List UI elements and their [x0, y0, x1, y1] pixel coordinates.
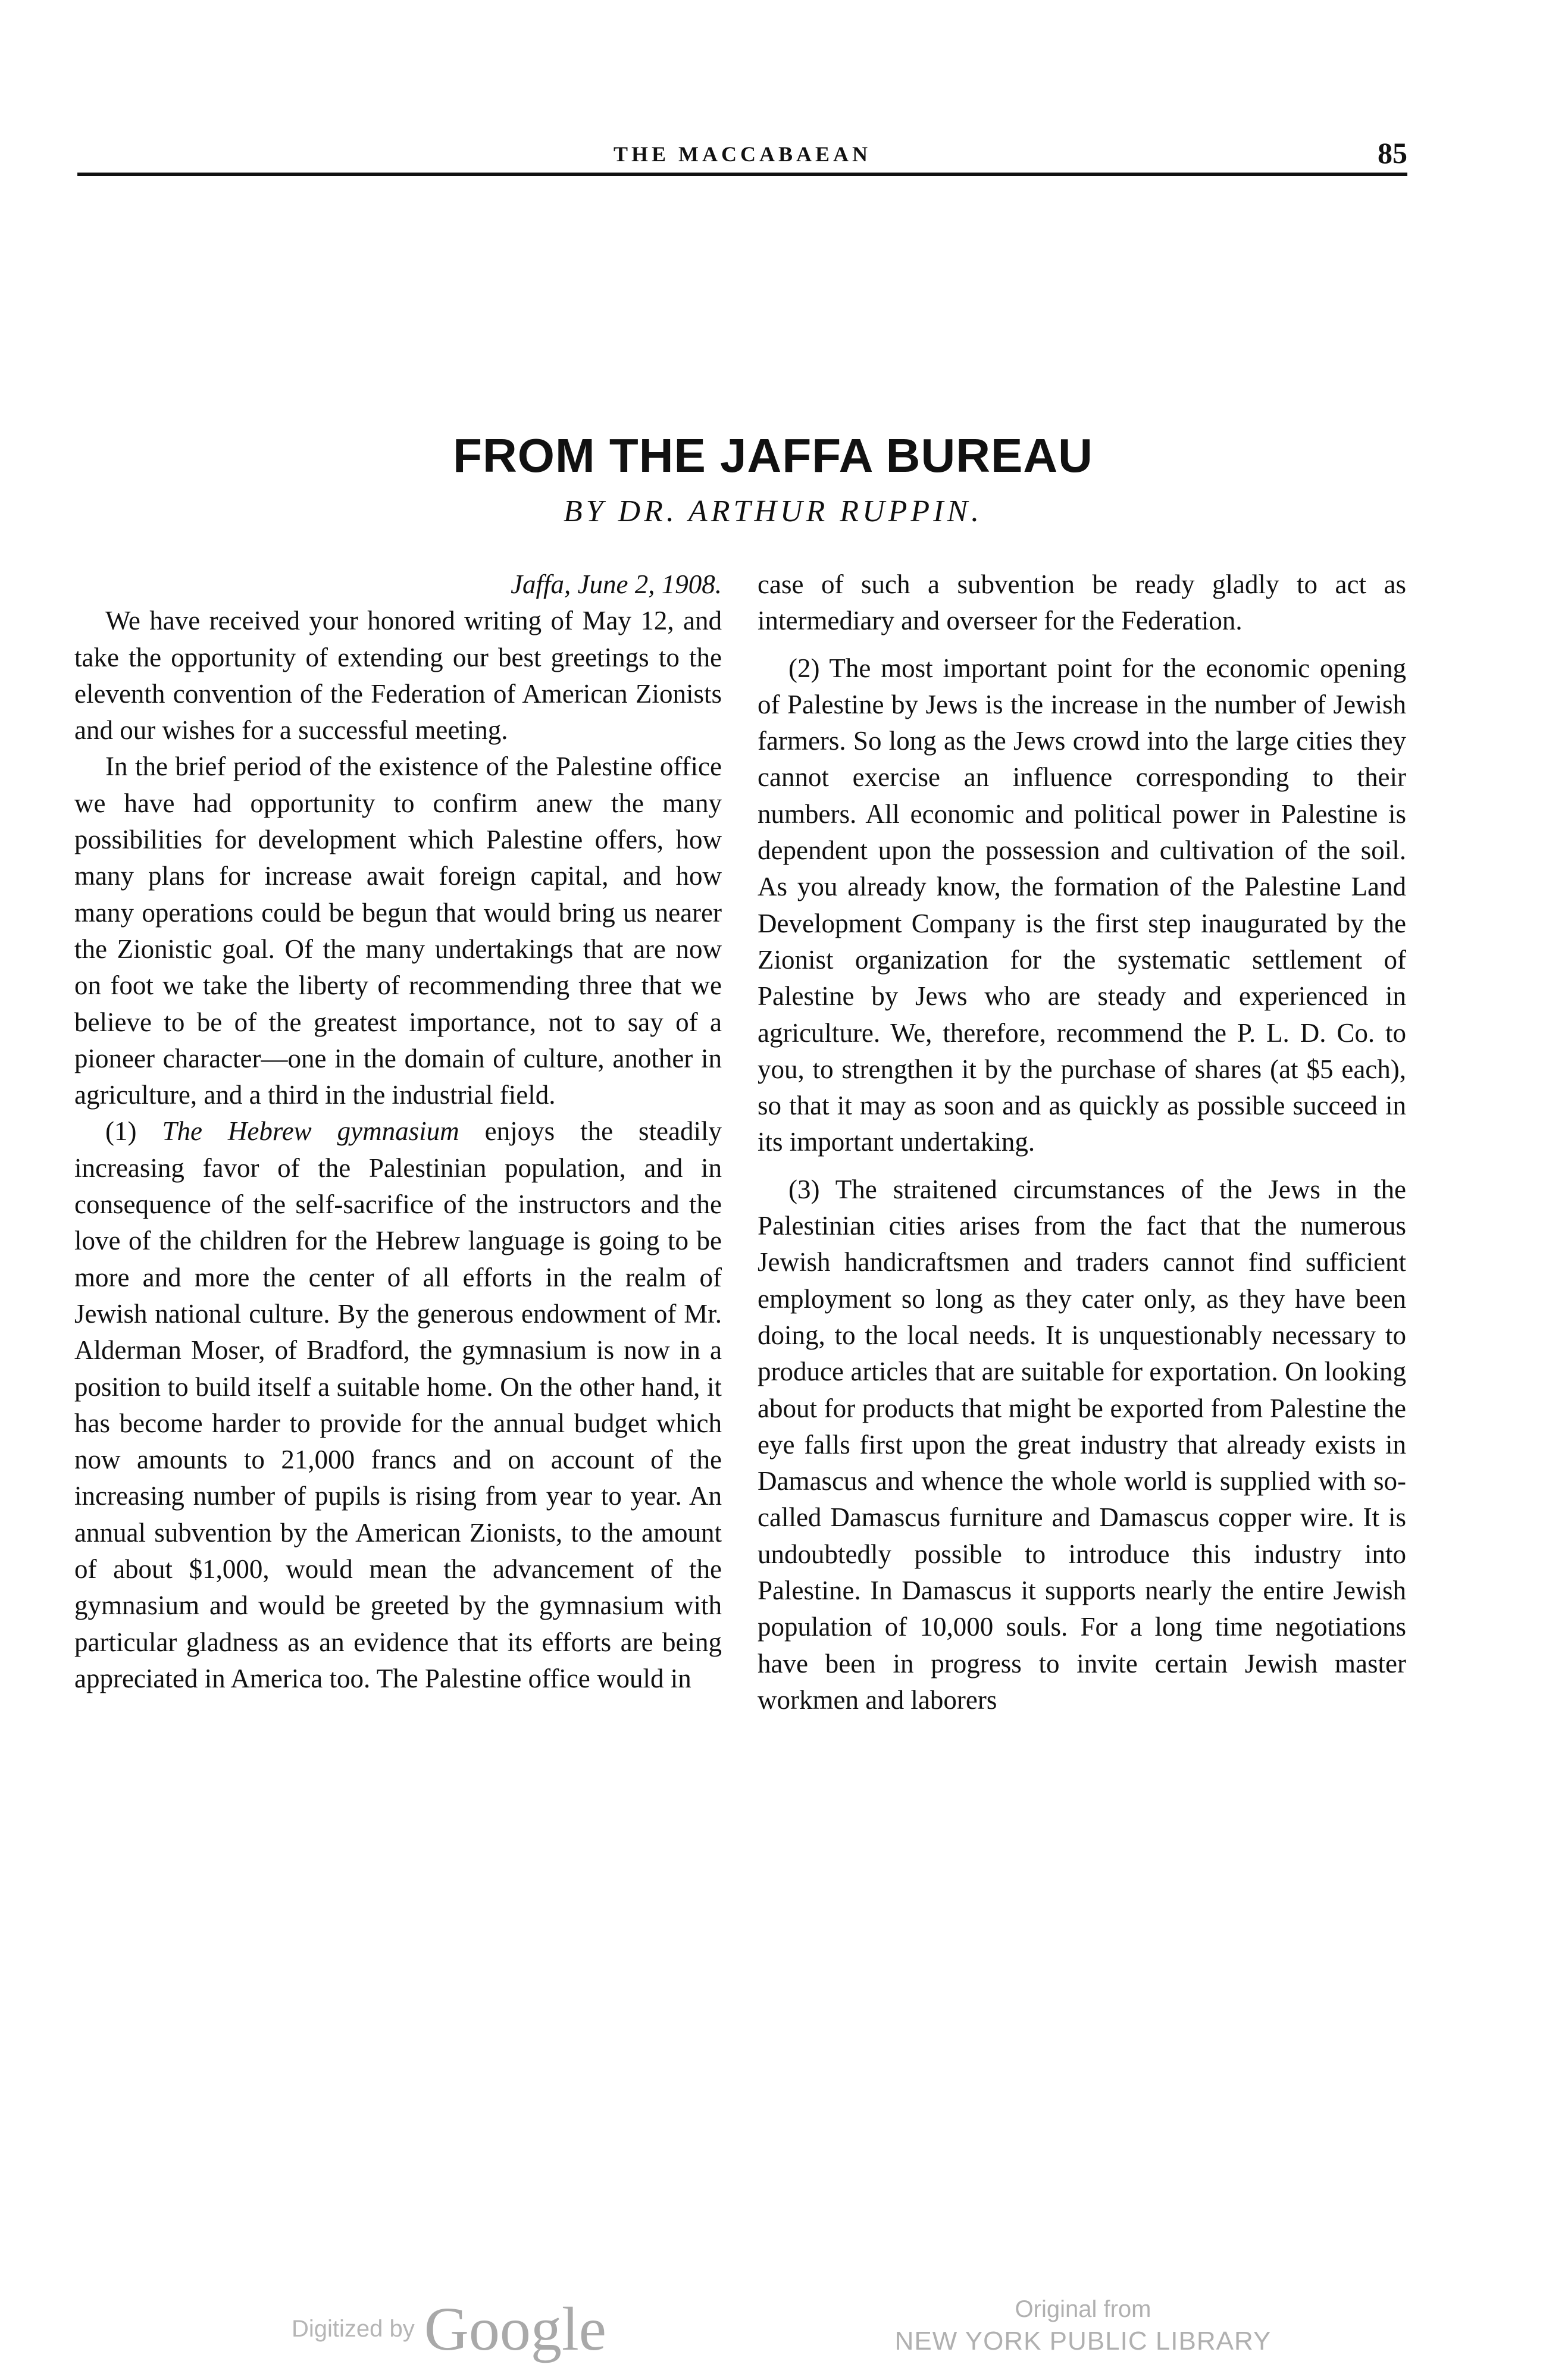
right-column: [758, 566, 1406, 1718]
item-number: (1): [105, 1116, 162, 1147]
paragraph: In the brief period of the existence of the Palestine office we have had opportunity to confirm anew the many possibilities for development which Palestine offers, how many plans for increase await foreign capital, and how many operations could be begun that would bring us nearer the Zionistic goal. Of the many undertakings that are now on foot we take the liberty of recommending three that we believe to be of the greatest importance, not to say of a pioneer character—one in the domain of culture, another in agriculture, and a third in the industrial field.: [74, 751, 722, 1110]
item-title: The Hebrew gymnasium: [162, 1116, 459, 1147]
running-head-title: THE MACCABAEAN: [613, 142, 871, 166]
dateline: Jaffa, June 2, 1908.: [511, 569, 722, 599]
left-column: [74, 566, 722, 1697]
library-name: NEW YORK PUBLIC LIBRARY: [894, 2326, 1272, 2356]
digitized-by: [292, 2294, 606, 2365]
source-library: [893, 2294, 1273, 2358]
digitized-by-label: Digitized by: [292, 2316, 415, 2342]
page-number: 85: [1378, 136, 1407, 170]
header-rule: [77, 173, 1407, 176]
original-from-label: Original from: [1015, 2296, 1151, 2322]
paragraph: (2) The most important point for the economic opening of Palestine by Jews is the increase in the number of Jewish farmers. So long as the Jews crowd into the large cities they cannot exercise an influence corresponding to their numbers. All economic and political power in Palestine is dependent upon the possession and cultivation of the soil. As you already know, the formation of the Palestine Land Development Company is the first step inaugurated by the Zionist organization for the systematic settlement of Palestine by Jews who are steady and experienced in agriculture. We, therefore, recommend the P. L. D. Co. to you, to strengthen it by the purchase of shares (at $5 each), so that it may as soon and as quickly as possible succeed in its important undertaking.: [758, 653, 1406, 1157]
paragraph: We have received your honored writing of May 12, and take the opportunity of extending our best greetings to the eleventh convention of the Federation of American Zionists and our wishes for a successful meeting.: [74, 606, 722, 746]
byline: BY DR. ARTHUR RUPPIN.: [563, 494, 983, 528]
google-logo: Google: [424, 2295, 606, 2363]
article-title: FROM THE JAFFA BUREAU: [453, 429, 1093, 482]
paragraph-text: enjoys the steadily increasing favor of the Palestinian population, and in consequence of the self-sacrifice of the instructors and the love of the children for the Hebrew language is going to be more and more the center of all efforts in the realm of Jewish national culture. By the generous endowment of Mr. Alderman Moser, of Bradford, the gymnasium is now in a position to build itself a suitable home. On the other hand, it has become harder to provide for the annual budget which now amounts to 21,000 francs and on account of the increasing number of pupils is rising from year to year. An annual subvention by the American Zionists, to the amount of about $1,000, would mean the advancement of the gymnasium and would be greeted by the gymnasium with particular gladness as an evidence that its efforts are being appreciated in America too. The Palestine office would in: [74, 1116, 722, 1693]
running-head: [77, 136, 1407, 171]
paragraph-gymnasium: [74, 1113, 722, 1697]
paragraph: case of such a subvention be ready gladly to act as intermediary and overseer for the Federation.: [758, 569, 1406, 636]
paragraph: (3) The straitened circumstances of the Jews in the Palestinian cities arises from the fact that the numerous Jewish handicraftsmen and traders cannot find sufficient employment so long as they cater only, as they have been doing, to the local needs. It is unquestionably necessary to produce articles that are suitable for exportation. On looking about for products that might be exported from Palestine the eye falls first upon the great industry that already exists in Damascus and whence the whole world is supplied with so-called Damascus furniture and Damascus copper wire. It is undoubtedly possible to introduce this industry into Palestine. In Damascus it supports nearly the entire Jewish population of 10,000 souls. For a long time negotiations have been in progress to invite certain Jewish master workmen and laborers: [758, 1174, 1406, 1715]
